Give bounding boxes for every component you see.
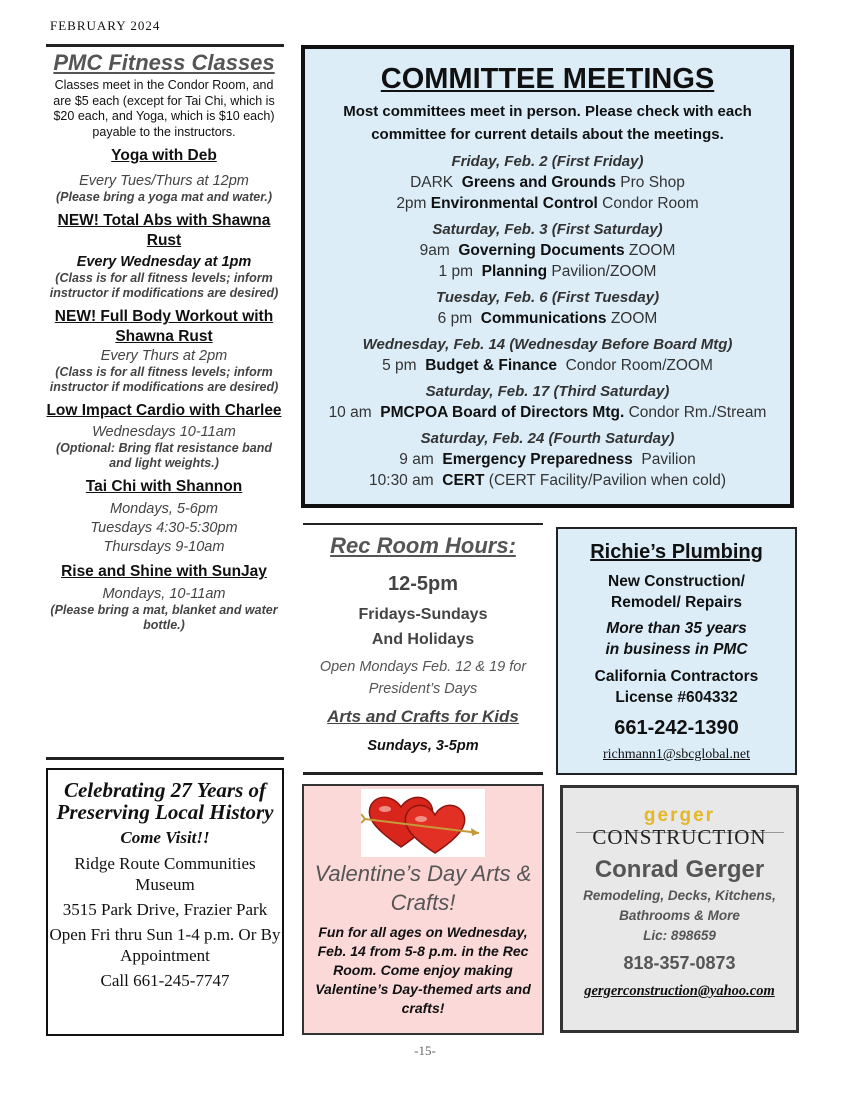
logo-word-construction: CONSTRUCTION (592, 825, 767, 849)
rec-room-hours: 12-5pm (387, 573, 459, 595)
plumbing-phone: 661-242-1390 (614, 717, 739, 739)
class-note: (Please bring a yoga mat and water.) (55, 190, 273, 204)
divider (303, 772, 543, 775)
meeting-time: 9 am (399, 451, 434, 468)
meeting-place: Condor Rm./Stream (628, 404, 767, 421)
page-number: -15- (414, 1043, 436, 1058)
valentine-ad (302, 784, 544, 1035)
rec-room-days: And Holidays (371, 631, 475, 648)
museum-ad (46, 768, 284, 1036)
plumbing-line: California Contractors (594, 668, 759, 685)
fitness-class (46, 146, 282, 205)
meeting-line (305, 240, 790, 261)
meeting-day: Saturday, Feb. 17 (Third Saturday) (425, 383, 670, 400)
class-time: Every Tues/Thurs at 12pm (79, 173, 249, 189)
class-time: Every Wednesday at 1pm (76, 254, 252, 270)
meeting-day: Friday, Feb. 2 (First Friday) (451, 153, 644, 170)
meeting-place: Condor Room (602, 195, 699, 212)
meeting-line (305, 193, 790, 214)
meeting-time: 1 pm (438, 263, 473, 280)
hearts-with-arrow-icon (361, 789, 485, 857)
meeting-day: Wednesday, Feb. 14 (Wednesday Before Board Mtg) (362, 336, 733, 353)
meeting-time: 6 pm (437, 310, 473, 327)
class-time: Tuesdays 4:30-5:30pm (90, 520, 238, 536)
committee-title: COMMITTEE MEETINGS (380, 63, 715, 95)
fitness-title: PMC Fitness Classes (53, 50, 275, 75)
museum-visit: Come Visit!! (120, 828, 210, 847)
meeting-line (305, 261, 790, 282)
class-name: Rise and Shine with SunJay (61, 563, 267, 580)
meeting-time: DARK (410, 174, 454, 191)
fitness-class (46, 401, 282, 471)
valentine-title: Valentine’s Day Arts & Crafts! (314, 861, 532, 915)
meeting-name: CERT (442, 472, 485, 489)
plumbing-line: More than 35 years (606, 620, 747, 637)
rec-room-section (305, 530, 541, 756)
class-time: Mondays, 10-11am (102, 586, 226, 602)
class-name: NEW! Total Abs with Shawna Rust (57, 212, 271, 249)
meeting-place: Pavilion/ZOOM (551, 263, 657, 280)
class-name: Yoga with Deb (111, 147, 217, 164)
divider (46, 44, 284, 47)
rec-room-open-note: Open Mondays Feb. 12 & 19 for President’s Days (319, 659, 527, 697)
meeting-line (305, 449, 790, 470)
gerger-phone: 818-357-0873 (623, 953, 736, 973)
meeting-place: (CERT Facility/Pavilion when cold) (488, 472, 726, 489)
class-name: NEW! Full Body Workout with Shawna Rust (54, 308, 274, 345)
meeting-name: Emergency Preparedness (442, 451, 633, 468)
meeting-name: Communications (480, 310, 607, 327)
meeting-line (305, 470, 790, 491)
fitness-classes-section (46, 50, 282, 633)
meeting-day: Saturday, Feb. 24 (Fourth Saturday) (420, 430, 675, 447)
fitness-intro: Classes meet in the Condor Room, and are $5 each (except for Tai Chi, which is $20 each, and Yoga, which is $10 each) payable to the instructors. (53, 78, 275, 139)
plumbing-title: Richie’s Plumbing (590, 541, 763, 563)
valentine-text: Fun for all ages on Wednesday, Feb. 14 from 5-8 p.m. in the Rec Room. Come enjoy making Valentine’s Day-themed arts and crafts! (315, 924, 531, 1016)
gerger-construction-ad (560, 785, 799, 1033)
divider (303, 523, 543, 525)
class-note: (Please bring a mat, blanket and water bottle.) (50, 603, 278, 632)
gerger-email-link[interactable]: gergerconstruction@yahoo.com (584, 983, 775, 999)
meeting-name: Planning (481, 263, 548, 280)
meeting-line (305, 355, 790, 376)
class-time: Every Thurs at 2pm (100, 348, 228, 364)
meeting-line (305, 402, 790, 423)
kids-arts-time: Sundays, 3-5pm (367, 738, 479, 754)
class-name: Tai Chi with Shannon (85, 478, 243, 495)
committee-meetings-box (301, 45, 794, 508)
meeting-time: 2pm (396, 195, 427, 212)
meeting-line (305, 308, 790, 329)
class-time: Mondays, 5-6pm (110, 501, 218, 517)
rec-room-title: Rec Room Hours: (330, 533, 516, 558)
meeting-name: PMCPOA Board of Directors Mtg. (380, 404, 625, 421)
class-note: (Class is for all fitness levels; inform instructor if modifications are desired) (49, 365, 279, 394)
meeting-place: Pro Shop (620, 174, 685, 191)
meeting-place: ZOOM (628, 242, 676, 259)
plumbing-line: in business in PMC (605, 641, 748, 658)
meeting-name: Environmental Control (430, 195, 598, 212)
fitness-class (46, 307, 282, 395)
fitness-class (46, 211, 282, 301)
meeting-name: Greens and Grounds (461, 174, 616, 191)
class-name: Low Impact Cardio with Charlee (46, 402, 282, 419)
class-time: Thursdays 9-10am (103, 539, 225, 555)
museum-phone: Call 661-245-7747 (100, 971, 230, 990)
divider (46, 757, 284, 760)
gerger-services: Remodeling, Decks, Kitchens, Bathrooms & More (583, 888, 776, 923)
meeting-time: 5 pm (382, 357, 417, 374)
meeting-day: Saturday, Feb. 3 (First Saturday) (432, 221, 663, 238)
meeting-place: Pavilion (641, 451, 696, 468)
museum-name: Ridge Route Communities Museum (74, 854, 256, 894)
class-note: (Optional: Bring flat resistance band and light weights.) (56, 441, 272, 470)
plumbing-ad (556, 527, 797, 775)
meeting-name: Governing Documents (458, 242, 625, 259)
meeting-name: Budget & Finance (425, 357, 557, 374)
gerger-license: Lic: 898659 (643, 928, 716, 943)
meeting-day: Tuesday, Feb. 6 (First Tuesday) (435, 289, 660, 306)
museum-title: Celebrating 27 Years of Preserving Local History (56, 778, 274, 824)
museum-address: 3515 Park Drive, Frazier Park (62, 900, 268, 919)
meeting-time: 10 am (328, 404, 372, 421)
plumbing-license: License #604332 (615, 689, 738, 706)
meeting-place: ZOOM (610, 310, 658, 327)
gerger-logo (570, 806, 790, 848)
meeting-time: 9am (419, 242, 450, 259)
plumbing-line: Remodel/ Repairs (611, 594, 742, 611)
logo-word-gerger: gerger (643, 805, 716, 826)
gerger-name: Conrad Gerger (594, 856, 765, 883)
meeting-place: Condor Room/ZOOM (565, 357, 713, 374)
class-time: Wednesdays 10-11am (92, 424, 236, 440)
plumbing-email-link[interactable]: richmann1@sbcglobal.net (602, 747, 751, 762)
class-note: (Class is for all fitness levels; inform instructor if modifications are desired) (49, 271, 279, 300)
fitness-class (46, 562, 282, 633)
rec-room-days: Fridays-Sundays (358, 606, 488, 623)
committee-intro: Most committees meet in person. Please check with each committee for current details about the meetings. (343, 103, 752, 143)
museum-hours: Open Fri thru Sun 1-4 p.m. Or By Appointment (49, 925, 281, 965)
kids-arts-title: Arts and Crafts for Kids (327, 707, 519, 726)
issue-month: FEBRUARY 2024 (50, 18, 161, 33)
plumbing-line: New Construction/ (608, 573, 745, 590)
meeting-line (305, 172, 790, 193)
meeting-time: 10:30 am (369, 472, 434, 489)
fitness-class (46, 477, 282, 556)
